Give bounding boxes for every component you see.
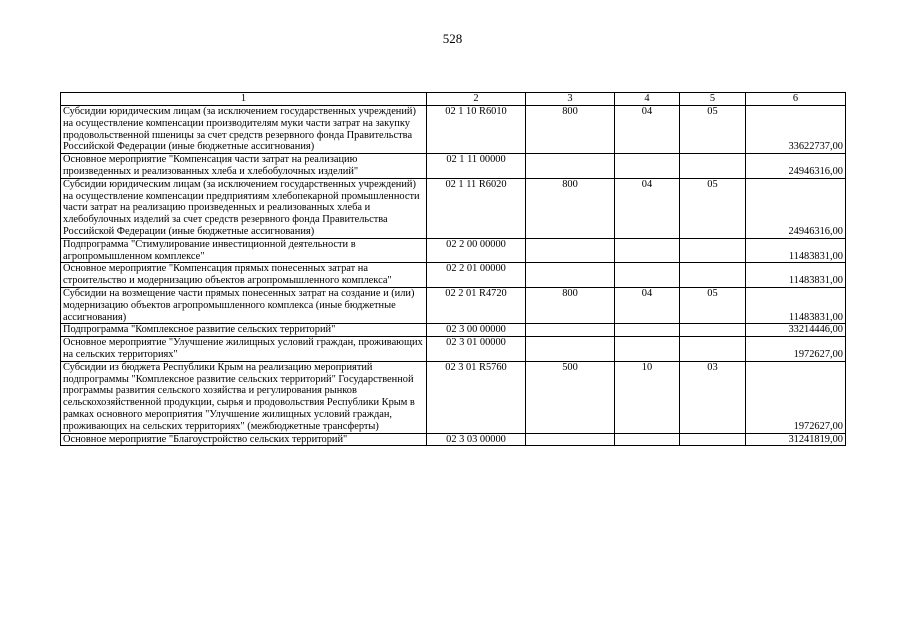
row-amount-cell: 11483831,00 <box>746 287 846 323</box>
row-section-cell <box>615 337 680 362</box>
row-expense-type-cell <box>526 154 615 179</box>
row-subsection-cell <box>680 433 746 446</box>
row-section-cell <box>615 238 680 263</box>
row-subsection-cell: 03 <box>680 361 746 433</box>
row-subsection-cell <box>680 324 746 337</box>
row-amount-cell: 33214446,00 <box>746 324 846 337</box>
column-header: 4 <box>615 93 680 106</box>
row-name-cell: Субсидии юридическим лицам (за исключением государственных учреждений) на осуществление компенсации предприятиям хлебопекарной промышленности части затрат на реализацию произведенных и реализованных хлеба и хлебобулочных изделий за счет средств резервного фонда Правительства Российской Федерации (иные бюджетные ассигнования) <box>61 178 427 238</box>
row-amount-cell: 11483831,00 <box>746 238 846 263</box>
column-header: 2 <box>427 93 526 106</box>
page-number: 528 <box>442 31 463 46</box>
row-code-cell: 02 3 00 00000 <box>427 324 526 337</box>
row-section-cell <box>615 324 680 337</box>
row-amount-cell: 24946316,00 <box>746 178 846 238</box>
row-name-cell: Основное мероприятие "Улучшение жилищных условий граждан, проживающих на сельских территориях" <box>61 337 427 362</box>
row-subsection-cell: 05 <box>680 178 746 238</box>
table-row <box>61 106 846 154</box>
table-row <box>61 433 846 446</box>
row-code-cell: 02 2 01 00000 <box>427 263 526 288</box>
row-code-cell: 02 1 10 R6010 <box>427 106 526 154</box>
row-expense-type-cell: 800 <box>526 287 615 323</box>
row-subsection-cell: 05 <box>680 287 746 323</box>
row-subsection-cell <box>680 154 746 179</box>
row-amount-cell: 24946316,00 <box>746 154 846 179</box>
row-section-cell <box>615 154 680 179</box>
table-row <box>61 178 846 238</box>
row-amount-cell: 1972627,00 <box>746 337 846 362</box>
row-amount-cell: 31241819,00 <box>746 433 846 446</box>
row-expense-type-cell <box>526 263 615 288</box>
row-subsection-cell <box>680 238 746 263</box>
column-header: 3 <box>526 93 615 106</box>
budget-table <box>60 92 846 446</box>
row-code-cell: 02 2 00 00000 <box>427 238 526 263</box>
row-section-cell: 04 <box>615 106 680 154</box>
row-subsection-cell <box>680 337 746 362</box>
row-name-cell: Подпрограмма "Комплексное развитие сельских территорий" <box>61 324 427 337</box>
row-expense-type-cell <box>526 337 615 362</box>
row-expense-type-cell <box>526 433 615 446</box>
row-code-cell: 02 1 11 R6020 <box>427 178 526 238</box>
row-name-cell: Основное мероприятие "Компенсация прямых понесенных затрат на строительство и модернизацию объектов агропромышленного комплекса" <box>61 263 427 288</box>
row-name-cell: Субсидии из бюджета Республики Крым на реализацию мероприятий подпрограммы "Комплексное развитие сельских территорий" Государственной программы развития сельского хозяйства и регулирования рынков сельскохозяйственной продукции, сырья и продовольствия Республики Крым в рамках основного мероприятия "Улучшение жилищных условий граждан, проживающих на сельских территориях" (межбюджетные трансферты) <box>61 361 427 433</box>
row-expense-type-cell <box>526 324 615 337</box>
column-header: 5 <box>680 93 746 106</box>
row-section-cell: 04 <box>615 178 680 238</box>
row-name-cell: Основное мероприятие "Компенсация части затрат на реализацию произведенных и реализованных хлеба и хлебобулочных изделий" <box>61 154 427 179</box>
row-amount-cell: 33622737,00 <box>746 106 846 154</box>
table-row <box>61 324 846 337</box>
table-row <box>61 154 846 179</box>
row-section-cell <box>615 263 680 288</box>
row-code-cell: 02 3 03 00000 <box>427 433 526 446</box>
table-row <box>61 238 846 263</box>
row-name-cell: Основное мероприятие "Благоустройство сельских территорий" <box>61 433 427 446</box>
row-code-cell: 02 3 01 R5760 <box>427 361 526 433</box>
row-section-cell: 04 <box>615 287 680 323</box>
table-row <box>61 263 846 288</box>
row-amount-cell: 11483831,00 <box>746 263 846 288</box>
table-row <box>61 287 846 323</box>
row-expense-type-cell: 800 <box>526 106 615 154</box>
table-header-row <box>61 93 846 106</box>
row-expense-type-cell <box>526 238 615 263</box>
row-amount-cell: 1972627,00 <box>746 361 846 433</box>
table-row <box>61 361 846 433</box>
row-subsection-cell: 05 <box>680 106 746 154</box>
row-code-cell: 02 2 01 R4720 <box>427 287 526 323</box>
row-name-cell: Субсидии на возмещение части прямых понесенных затрат на создание и (или) модернизацию объектов агропромышленного комплекса (иные бюджетные ассигнования) <box>61 287 427 323</box>
row-section-cell: 10 <box>615 361 680 433</box>
row-subsection-cell <box>680 263 746 288</box>
table-row <box>61 337 846 362</box>
row-code-cell: 02 1 11 00000 <box>427 154 526 179</box>
row-name-cell: Подпрограмма "Стимулирование инвестиционной деятельности в агропромышленном комплексе" <box>61 238 427 263</box>
row-section-cell <box>615 433 680 446</box>
column-header: 1 <box>61 93 427 106</box>
row-expense-type-cell: 800 <box>526 178 615 238</box>
row-name-cell: Субсидии юридическим лицам (за исключением государственных учреждений) на осуществление компенсации производителям муки части затрат на закупку продовольственной пшеницы за счет средств резервного фонда Правительства Российской Федерации (иные бюджетные ассигнования) <box>61 106 427 154</box>
row-expense-type-cell: 500 <box>526 361 615 433</box>
row-code-cell: 02 3 01 00000 <box>427 337 526 362</box>
column-header: 6 <box>746 93 846 106</box>
